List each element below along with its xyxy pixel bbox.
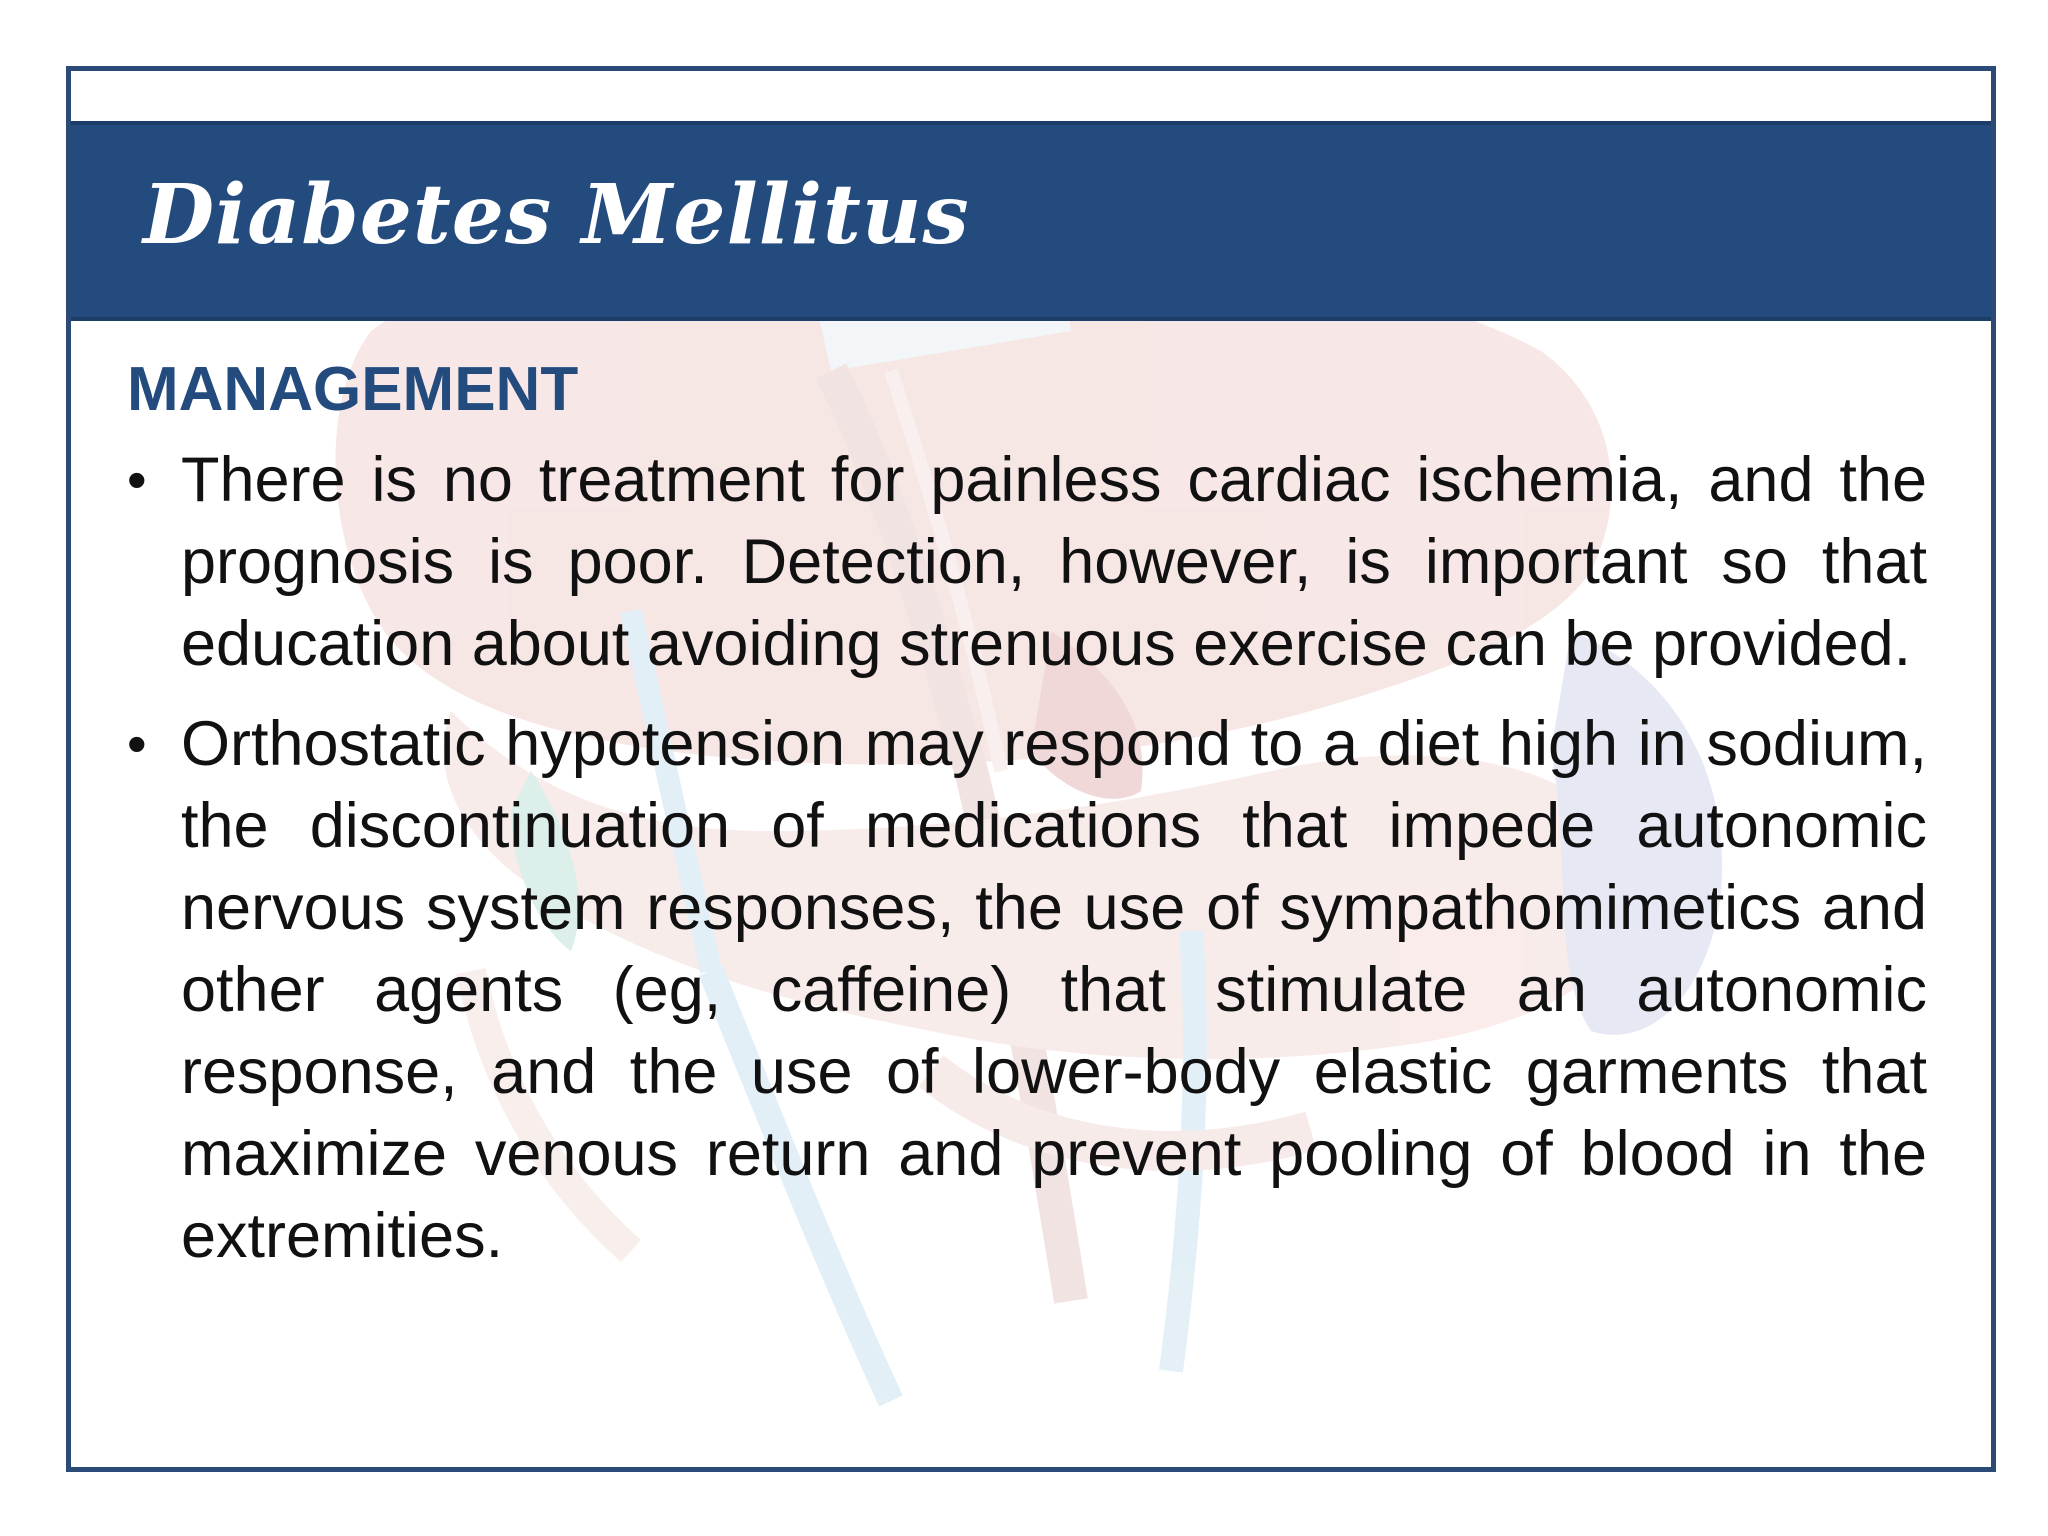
- bullet-text: Orthostatic hypotension may respond to a diet high in sodium, the discontinuation of medications that impede autonomic nervous system responses, the use of sympathomimetics and other agents (eg, caffeine) that stimulate an autonomic response, and the use of lower-body elastic garments that maximize venous return and prevent pooling of blood in the extremities.: [181, 708, 1927, 1271]
- bullet-dot-icon: •: [127, 447, 147, 511]
- title-bar: [71, 121, 1991, 321]
- bullet-item: [127, 439, 1927, 685]
- section-heading: MANAGEMENT: [127, 355, 579, 424]
- bullet-text: There is no treatment for painless cardiac ischemia, and the prognosis is poor. Detection, however, is important so that education about avoiding strenuous exercise can be provided.: [181, 444, 1927, 679]
- bullet-list: [127, 439, 1927, 1277]
- bullet-item: [127, 703, 1927, 1277]
- slide-title: Diabetes Mellitus: [143, 167, 970, 263]
- bullet-dot-icon: •: [127, 711, 147, 775]
- slide-frame: [66, 66, 1996, 1472]
- slide-content: [127, 351, 1927, 1295]
